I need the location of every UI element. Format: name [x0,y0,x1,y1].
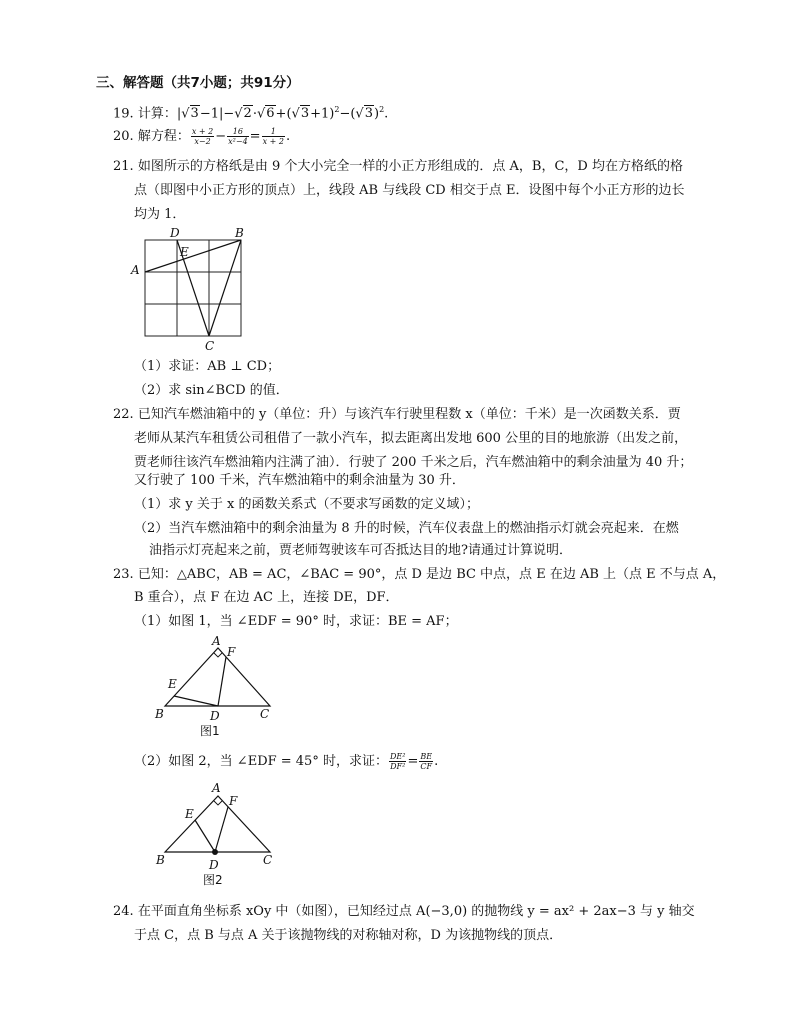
question-21-line-3: 均为 1． [134,207,186,222]
question-number: 22. [113,407,134,422]
fig1-label-d: D [210,709,220,723]
segment-ed [195,820,215,852]
fig1-label-e: E [168,677,177,691]
figure-1 [150,632,290,742]
label-e: E [180,245,189,259]
question-number: 23. [113,567,134,582]
section-title: 三、解答题（共7小题；共91分） [96,75,300,91]
label-c: C [205,339,215,353]
right-angle-mark [214,653,222,657]
question-22-part-1: （1）求 y 关于 x 的函数关系式（不要求写函数的定义域）； [134,497,479,512]
label-d: D [170,226,180,240]
grid-figure [125,224,255,354]
label-b: B [235,226,244,240]
fig2-label-d: D [209,858,219,872]
question-23-line-1: 23. 已知：△ABC，AB = AC，∠BAC = 90°，点 D 是边 BC 中点，点 E 在边 AB 上（点 E 不与点 A， [113,567,726,582]
fig2-label-f: F [229,794,238,808]
question-23-part-1: （1）如图 1，当 ∠EDF = 90° 时，求证：BE = AF； [134,614,458,629]
segment-bc [209,240,241,336]
point-d [212,849,218,855]
fig2-caption: 图2 [203,873,223,887]
fraction: $\frac{\text{DE²}}{\text{DF²}}$ [389,752,406,771]
question-20: 20. 解方程： $\frac{x + 2}{x-2}$ − $\frac{16}{\text{x²−4}}$ = $\frac{1}{x + 2}$ . [113,127,291,146]
question-23-line-2: B 重合），点 F 在边 AC 上，连接 DE，DF． [134,590,399,605]
question-number: 19. [113,106,134,122]
fraction: $\frac{x + 2}{x-2}$ [191,127,214,146]
fig1-label-a: A [212,634,221,648]
fig1-caption: 图1 [200,724,220,738]
question-21-part-2: （2）求 sin∠BCD 的值． [134,383,289,398]
fig1-label-f: F [227,645,236,659]
question-23-part-2: （2）如图 2，当 ∠EDF = 45° 时，求证： $\frac{\text{DE²}}{\text{DF²}}$ = $\frac{BE}{CF}$ . [134,752,439,771]
question-24-line-1: 24. 在平面直角坐标系 xOy 中（如图），已知经过点 A(−3,0) 的抛物线 y = ax² + 2ax−3 与 y 轴交 [113,904,695,919]
fig2-label-c: C [263,853,273,867]
fig2-label-e: E [185,807,194,821]
fig2-label-b: B [156,853,165,867]
question-24-line-2: 于点 C，点 B 与点 A 关于该抛物线的对称轴对称，D 为该抛物线的顶点． [134,928,563,943]
label-a: A [131,263,140,277]
question-22-line-2: 老师从某汽车租赁公司租借了一款小汽车，拟去距离出发地 600 公里的目的地旅游（出发之前， [134,431,688,446]
fig1-label-c: C [260,707,270,721]
question-22-line-1: 22. 已知汽车燃油箱中的 y（单位：升）与该汽车行驶里程数 x（单位：千米）是一次函数关系．贾 [113,407,681,422]
segment-fd [215,807,228,852]
segment-ed [174,696,218,706]
fig2-label-a: A [212,781,221,795]
figure-2 [150,780,290,892]
question-21-part-1: （1）求证：AB ⊥ CD； [134,359,281,374]
question-21-line-1: 21. 如图所示的方格纸是由 9 个大小完全一样的小正方形组成的．点 A，B，C，D 均在方格纸的格 [113,159,683,174]
fraction: $\frac{16}{\text{x²−4}}$ [228,127,248,146]
question-22-part-2-line-1: （2）当汽车燃油箱中的剩余油量为 8 升的时候，汽车仪表盘上的燃油指示灯就会亮起来．在燃 [134,521,679,536]
question-22-line-4: 又行驶了 100 千米，汽车燃油箱中的剩余油量为 30 升． [134,473,465,488]
right-angle-mark [214,801,222,805]
question-22-line-3: 贾老师往该汽车燃油箱内注满了油）．行驶了 200 千米之后，汽车燃油箱中的剩余油量为 40 升； [134,455,693,470]
fraction: $\frac{1}{x + 2}$ [262,127,284,146]
question-number: 24. [113,904,134,919]
segment-ab [145,240,241,272]
question-number: 20. [113,129,134,144]
fraction: $\frac{BE}{CF}$ [420,752,433,771]
question-21-line-2: 点（即图中小正方形的顶点）上，线段 AB 与线段 CD 相交于点 E．设图中每个小正方形的边长 [134,183,685,198]
segment-fd [218,657,226,706]
question-number: 21. [113,159,134,174]
question-19: 19. 计算：$|√3-1|-√2\cdot√6+(√3+1)^2-(√3)^2$. [113,105,389,122]
question-22-part-2-line-2: 油指示灯亮起来之前，贾老师驾驶该车可否抵达目的地?请通过计算说明． [149,543,572,558]
fig1-label-b: B [155,707,164,721]
